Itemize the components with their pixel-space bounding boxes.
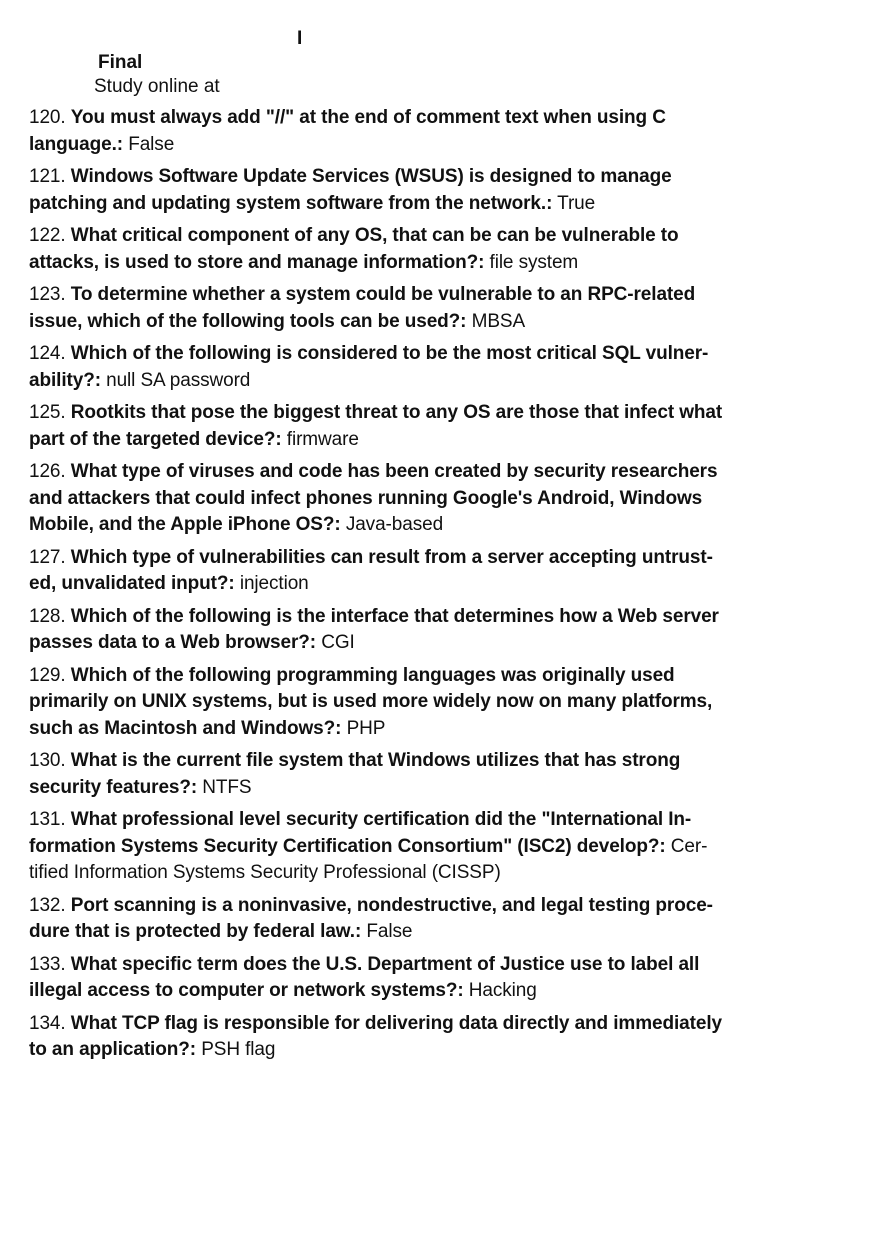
question-item xyxy=(29,282,734,335)
question-text: Which of the following programming languages was originally used primarily on UNIX systems, but is used more widely now on many platforms, such as Macintosh and Windows?: xyxy=(29,664,713,739)
answer-text: file system xyxy=(489,251,579,273)
answer-text: Java-based xyxy=(345,514,444,535)
question-text: What professional level security certification did the "International In-formation Systems Security Certification Consortium" (ISC2) develop?: xyxy=(29,809,692,857)
question-number: 125. xyxy=(29,402,66,423)
answer-text: injection xyxy=(239,573,309,594)
answer-text: True xyxy=(557,192,596,214)
question-item xyxy=(29,1011,734,1064)
question-number: 134. xyxy=(29,1012,66,1034)
question-number: 129. xyxy=(29,664,66,686)
question-number: 128. xyxy=(29,605,66,627)
page-title: Final xyxy=(98,52,143,73)
question-text: To determine whether a system could be vulnerable to an RPC-related issue, which of the following tools can be used?: xyxy=(29,284,696,332)
question-text: Port scanning is a noninvasive, nondestructive, and legal testing proce-dure that is protected by federal law.: xyxy=(29,894,713,942)
question-number: 132. xyxy=(29,894,66,916)
question-number: 124. xyxy=(29,343,66,364)
answer-text: PHP xyxy=(346,717,386,739)
question-item xyxy=(29,341,734,394)
question-text: Rootkits that pose the biggest threat to any OS are those that infect what part of the targeted device?: xyxy=(29,402,723,450)
question-item xyxy=(29,223,734,276)
page-subtitle: Study online at xyxy=(94,76,220,97)
question-text: What TCP flag is responsible for delivering data directly and immediately to an application?: xyxy=(29,1012,722,1060)
question-item xyxy=(29,545,734,598)
answer-text: False xyxy=(128,133,175,155)
question-number: 133. xyxy=(29,953,66,975)
answer-text: Hacking xyxy=(468,980,537,1001)
question-text: What specific term does the U.S. Department of Justice use to label all illegal access to computer or network systems?: xyxy=(29,953,700,1001)
question-text: You must always add "//" at the end of comment text when using C language.: xyxy=(29,107,666,155)
question-list xyxy=(29,105,734,1070)
question-item xyxy=(29,459,734,539)
question-item xyxy=(29,807,734,887)
question-item xyxy=(29,893,734,946)
question-number: 131. xyxy=(29,809,66,830)
answer-text: NTFS xyxy=(202,776,252,798)
question-text: What type of viruses and code has been created by security researchers and attackers that could infect phones running Google's Android, Windows Mobile, and the Apple iPhone OS?: xyxy=(29,461,718,535)
question-number: 120. xyxy=(29,107,66,128)
header-mark: I xyxy=(297,28,303,49)
answer-text: MBSA xyxy=(471,310,526,332)
question-number: 123. xyxy=(29,284,66,305)
question-number: 130. xyxy=(29,750,66,771)
question-text: Which of the following is the interface that determines how a Web server passes data to a Web browser?: xyxy=(29,605,719,653)
answer-text: Cer-tified Information Systems Security Professional (CISSP) xyxy=(29,835,708,883)
question-number: 127. xyxy=(29,546,66,568)
question-item xyxy=(29,748,734,801)
answer-text: CGI xyxy=(321,632,355,653)
question-item xyxy=(29,164,734,217)
question-number: 126. xyxy=(29,461,66,482)
answer-text: null SA password xyxy=(106,369,251,391)
question-item xyxy=(29,604,734,657)
question-number: 122. xyxy=(29,225,66,246)
question-item xyxy=(29,400,734,453)
answer-text: firmware xyxy=(286,428,359,450)
question-text: Windows Software Update Services (WSUS) is designed to manage patching and updating system software from the network.: xyxy=(29,166,672,214)
question-item xyxy=(29,663,734,743)
answer-text: PSH flag xyxy=(201,1039,276,1060)
question-text: Which of the following is considered to be the most critical SQL vulner-ability?: xyxy=(29,343,709,391)
question-text: What is the current file system that Windows utilizes that has strong security features?: xyxy=(29,750,681,798)
question-text: Which type of vulnerabilities can result from a server accepting untrust-ed, unvalidated input?: xyxy=(29,546,713,594)
question-number: 121. xyxy=(29,166,66,187)
question-text: What critical component of any OS, that can be can be vulnerable to attacks, is used to store and manage information?: xyxy=(29,225,679,273)
answer-text: False xyxy=(366,921,413,942)
question-item xyxy=(29,952,734,1005)
question-item xyxy=(29,105,734,158)
